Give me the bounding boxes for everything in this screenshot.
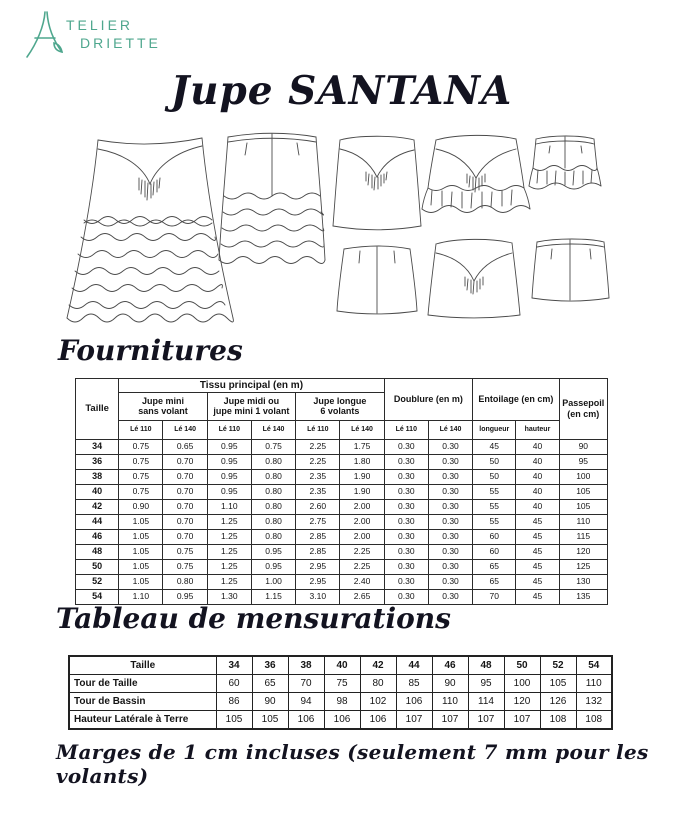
measure-value-cell: 107 — [504, 711, 540, 730]
fabric-width-subheader: Lé 140 — [428, 421, 472, 440]
value-cell: 1.25 — [207, 515, 251, 530]
measure-value-cell: 120 — [504, 693, 540, 711]
value-cell: 45 — [516, 590, 559, 605]
measure-value-cell: 86 — [216, 693, 252, 711]
fournitures-row — [76, 560, 608, 575]
value-cell: 40 — [516, 455, 559, 470]
measure-value-cell: 80 — [360, 675, 396, 693]
size-cell: 36 — [76, 455, 119, 470]
fournitures-row — [76, 575, 608, 590]
value-cell: 100 — [559, 470, 607, 485]
value-cell: 130 — [559, 575, 607, 590]
value-cell: 2.25 — [296, 440, 340, 455]
midi-skirt-front-drawing — [333, 136, 421, 230]
measure-value-cell: 100 — [504, 675, 540, 693]
value-cell: 0.30 — [384, 545, 428, 560]
value-cell: 2.25 — [340, 560, 384, 575]
jupe-midi-group-header — [207, 393, 295, 421]
value-cell: 0.70 — [163, 485, 207, 500]
logo-text-line2: DRIETTE — [80, 35, 161, 51]
size-cell: 34 — [76, 440, 119, 455]
eiffel-tower-a-icon — [24, 10, 70, 60]
fournitures-table — [75, 378, 608, 605]
group-label-line2: 6 volants — [320, 405, 360, 416]
fabric-width-subheader: Lé 110 — [119, 421, 163, 440]
value-cell: 0.30 — [428, 530, 472, 545]
value-cell: 0.75 — [119, 470, 163, 485]
value-cell: 40 — [516, 440, 559, 455]
tissu-principal-header-cell: Tissu principal (en m) — [119, 379, 384, 393]
measure-value-cell: 90 — [432, 675, 468, 693]
measure-value-cell: 106 — [288, 711, 324, 730]
size-header-cell: 36 — [252, 656, 288, 675]
size-header-cell: 34 — [216, 656, 252, 675]
jupe-longue-group-header — [296, 393, 384, 421]
value-cell: 0.75 — [119, 485, 163, 500]
value-cell: 45 — [516, 545, 559, 560]
value-cell: 0.75 — [163, 560, 207, 575]
measure-value-cell: 126 — [540, 693, 576, 711]
doublure-header-cell: Doublure (en m) — [384, 379, 472, 421]
size-header-cell: 50 — [504, 656, 540, 675]
measure-value-cell: 114 — [468, 693, 504, 711]
value-cell: 1.05 — [119, 545, 163, 560]
value-cell: 1.90 — [340, 485, 384, 500]
value-cell: 0.30 — [428, 455, 472, 470]
value-cell: 0.30 — [384, 440, 428, 455]
mini-skirt-ruffle-back-drawing — [529, 136, 601, 189]
value-cell: 0.80 — [251, 485, 295, 500]
group-label-line1: Jupe mini — [141, 395, 184, 406]
value-cell: 0.95 — [207, 455, 251, 470]
mensurations-heading: Tableau de mensurations — [56, 602, 451, 635]
value-cell: 0.30 — [428, 560, 472, 575]
value-cell: 2.25 — [296, 455, 340, 470]
fournitures-heading: Fournitures — [58, 334, 243, 367]
value-cell: 0.70 — [163, 500, 207, 515]
measure-value-cell: 132 — [576, 693, 612, 711]
fournitures-row — [76, 485, 608, 500]
value-cell: 2.85 — [296, 545, 340, 560]
fournitures-row — [76, 455, 608, 470]
size-header-cell: 54 — [576, 656, 612, 675]
value-cell: 55 — [473, 500, 516, 515]
value-cell: 0.30 — [384, 560, 428, 575]
fournitures-subheader-row — [76, 421, 608, 440]
value-cell: 55 — [473, 515, 516, 530]
size-cell: 38 — [76, 470, 119, 485]
value-cell: 1.25 — [207, 575, 251, 590]
value-cell: 135 — [559, 590, 607, 605]
value-cell: 0.80 — [251, 515, 295, 530]
value-cell: 0.95 — [251, 545, 295, 560]
value-cell: 0.30 — [428, 485, 472, 500]
size-header-cell: 48 — [468, 656, 504, 675]
mini-skirt-ruffle-front-drawing — [422, 135, 530, 212]
measure-value-cell: 108 — [540, 711, 576, 730]
value-cell: 40 — [516, 485, 559, 500]
value-cell: 2.00 — [340, 500, 384, 515]
measure-value-cell: 95 — [468, 675, 504, 693]
measure-value-cell: 94 — [288, 693, 324, 711]
value-cell: 55 — [473, 485, 516, 500]
fournitures-row — [76, 440, 608, 455]
value-cell: 0.65 — [163, 440, 207, 455]
mensurations-header-row — [69, 656, 612, 675]
size-header-cell: 44 — [396, 656, 432, 675]
entoilage-header-cell: Entoilage (en cm) — [473, 379, 559, 421]
midi-skirt-back-drawing — [219, 133, 325, 263]
mensurations-row — [69, 693, 612, 711]
value-cell: 0.30 — [384, 500, 428, 515]
value-cell: 0.80 — [251, 455, 295, 470]
value-cell: 105 — [559, 485, 607, 500]
value-cell: 60 — [473, 530, 516, 545]
value-cell: 2.75 — [296, 515, 340, 530]
measure-value-cell: 75 — [324, 675, 360, 693]
fournitures-row — [76, 500, 608, 515]
fabric-width-subheader: longueur — [473, 421, 516, 440]
value-cell: 1.10 — [207, 500, 251, 515]
midi-skirt-back-plain-drawing — [337, 246, 417, 314]
value-cell: 0.70 — [163, 455, 207, 470]
value-cell: 0.75 — [119, 455, 163, 470]
value-cell: 1.90 — [340, 470, 384, 485]
fournitures-row — [76, 470, 608, 485]
value-cell: 0.95 — [163, 590, 207, 605]
value-cell: 50 — [473, 470, 516, 485]
taille-header-cell: Taille — [76, 379, 119, 440]
value-cell: 70 — [473, 590, 516, 605]
mini-skirt-back-drawing — [532, 239, 609, 301]
measure-value-cell: 105 — [216, 711, 252, 730]
value-cell: 2.25 — [340, 545, 384, 560]
taille-header-cell: Taille — [69, 656, 216, 675]
group-label-line1: Jupe midi ou — [223, 395, 280, 406]
value-cell: 90 — [559, 440, 607, 455]
size-header-cell: 46 — [432, 656, 468, 675]
value-cell: 0.95 — [251, 560, 295, 575]
value-cell: 65 — [473, 575, 516, 590]
value-cell: 60 — [473, 545, 516, 560]
value-cell: 95 — [559, 455, 607, 470]
value-cell: 105 — [559, 500, 607, 515]
long-skirt-front-drawing — [67, 138, 233, 322]
atelier-adriette-logo — [24, 10, 174, 62]
measure-value-cell: 65 — [252, 675, 288, 693]
value-cell: 0.75 — [251, 440, 295, 455]
value-cell: 0.30 — [384, 530, 428, 545]
size-cell: 54 — [76, 590, 119, 605]
value-cell: 1.10 — [119, 590, 163, 605]
measure-label-cell: Hauteur Latérale à Terre — [69, 711, 216, 730]
value-cell: 0.80 — [163, 575, 207, 590]
value-cell: 120 — [559, 545, 607, 560]
measure-value-cell: 107 — [396, 711, 432, 730]
fabric-width-subheader: Lé 140 — [340, 421, 384, 440]
size-cell: 40 — [76, 485, 119, 500]
value-cell: 0.70 — [163, 470, 207, 485]
value-cell: 1.80 — [340, 455, 384, 470]
measure-value-cell: 102 — [360, 693, 396, 711]
mensurations-row — [69, 711, 612, 730]
size-cell: 52 — [76, 575, 119, 590]
fabric-width-subheader: Lé 140 — [163, 421, 207, 440]
value-cell: 0.30 — [428, 440, 472, 455]
value-cell: 0.95 — [207, 470, 251, 485]
fabric-width-subheader: Lé 110 — [296, 421, 340, 440]
value-cell: 125 — [559, 560, 607, 575]
value-cell: 2.95 — [296, 560, 340, 575]
measure-value-cell: 105 — [252, 711, 288, 730]
measure-value-cell: 60 — [216, 675, 252, 693]
measure-value-cell: 90 — [252, 693, 288, 711]
value-cell: 0.30 — [384, 485, 428, 500]
size-cell: 48 — [76, 545, 119, 560]
measure-value-cell: 106 — [324, 711, 360, 730]
measure-value-cell: 107 — [432, 711, 468, 730]
value-cell: 115 — [559, 530, 607, 545]
fabric-width-subheader: hauteur — [516, 421, 559, 440]
value-cell: 1.05 — [119, 530, 163, 545]
size-header-cell: 52 — [540, 656, 576, 675]
value-cell: 3.10 — [296, 590, 340, 605]
group-label-line1: Jupe longue — [313, 395, 367, 406]
value-cell: 0.80 — [251, 470, 295, 485]
size-header-cell: 42 — [360, 656, 396, 675]
fournitures-row — [76, 545, 608, 560]
measure-value-cell: 70 — [288, 675, 324, 693]
value-cell: 0.95 — [207, 485, 251, 500]
measure-value-cell: 106 — [396, 693, 432, 711]
value-cell: 0.30 — [428, 590, 472, 605]
value-cell: 45 — [516, 560, 559, 575]
measure-value-cell: 108 — [576, 711, 612, 730]
size-cell: 44 — [76, 515, 119, 530]
mensurations-row — [69, 675, 612, 693]
value-cell: 45 — [516, 515, 559, 530]
value-cell: 0.30 — [428, 545, 472, 560]
value-cell: 1.25 — [207, 530, 251, 545]
skirt-technical-drawings — [0, 120, 683, 335]
jupe-mini-group-header — [119, 393, 207, 421]
value-cell: 1.75 — [340, 440, 384, 455]
value-cell: 0.95 — [207, 440, 251, 455]
fabric-width-subheader: Lé 110 — [207, 421, 251, 440]
value-cell: 1.15 — [251, 590, 295, 605]
mini-skirt-front-drawing — [428, 239, 520, 318]
measure-value-cell: 105 — [540, 675, 576, 693]
value-cell: 1.05 — [119, 515, 163, 530]
measure-value-cell: 85 — [396, 675, 432, 693]
value-cell: 110 — [559, 515, 607, 530]
value-cell: 0.75 — [163, 545, 207, 560]
value-cell: 2.65 — [340, 590, 384, 605]
mensurations-table — [68, 655, 613, 730]
value-cell: 2.95 — [296, 575, 340, 590]
group-label-line2: sans volant — [138, 405, 188, 416]
value-cell: 2.85 — [296, 530, 340, 545]
value-cell: 2.00 — [340, 530, 384, 545]
value-cell: 0.30 — [384, 455, 428, 470]
size-header-cell: 38 — [288, 656, 324, 675]
value-cell: 0.30 — [384, 575, 428, 590]
value-cell: 45 — [473, 440, 516, 455]
value-cell: 2.35 — [296, 485, 340, 500]
fournitures-header-row1 — [76, 379, 608, 393]
value-cell: 2.40 — [340, 575, 384, 590]
measure-value-cell: 110 — [576, 675, 612, 693]
passepoil-header-cell: Passepoil (en cm) — [559, 379, 607, 440]
measure-label-cell: Tour de Taille — [69, 675, 216, 693]
size-cell: 42 — [76, 500, 119, 515]
value-cell: 0.30 — [428, 515, 472, 530]
value-cell: 0.80 — [251, 500, 295, 515]
value-cell: 0.30 — [384, 470, 428, 485]
value-cell: 2.60 — [296, 500, 340, 515]
value-cell: 50 — [473, 455, 516, 470]
fournitures-row — [76, 530, 608, 545]
mensurations-body — [69, 675, 612, 730]
measure-value-cell: 106 — [360, 711, 396, 730]
measure-value-cell: 110 — [432, 693, 468, 711]
value-cell: 1.00 — [251, 575, 295, 590]
group-label-line2: jupe mini 1 volant — [213, 405, 290, 416]
fabric-width-subheader: Lé 110 — [384, 421, 428, 440]
value-cell: 2.00 — [340, 515, 384, 530]
value-cell: 0.30 — [428, 500, 472, 515]
value-cell: 0.70 — [163, 515, 207, 530]
size-cell: 46 — [76, 530, 119, 545]
value-cell: 0.90 — [119, 500, 163, 515]
size-cell: 50 — [76, 560, 119, 575]
value-cell: 0.30 — [428, 575, 472, 590]
seam-allowance-note: Marges de 1 cm incluses (seulement 7 mm pour les volants) — [56, 740, 649, 788]
fabric-width-subheader: Lé 140 — [251, 421, 295, 440]
value-cell: 40 — [516, 500, 559, 515]
value-cell: 40 — [516, 470, 559, 485]
value-cell: 1.05 — [119, 560, 163, 575]
measure-value-cell: 107 — [468, 711, 504, 730]
fournitures-body — [76, 440, 608, 605]
value-cell: 0.30 — [384, 590, 428, 605]
value-cell: 0.80 — [251, 530, 295, 545]
value-cell: 1.30 — [207, 590, 251, 605]
value-cell: 0.30 — [384, 515, 428, 530]
value-cell: 45 — [516, 530, 559, 545]
value-cell: 1.25 — [207, 545, 251, 560]
fournitures-row — [76, 515, 608, 530]
logo-text-line1: TELIER — [66, 17, 134, 33]
value-cell: 2.35 — [296, 470, 340, 485]
page-title: Jupe SANTANA — [170, 68, 513, 114]
value-cell: 0.75 — [119, 440, 163, 455]
value-cell: 45 — [516, 575, 559, 590]
value-cell: 0.30 — [428, 470, 472, 485]
size-header-cell: 40 — [324, 656, 360, 675]
value-cell: 65 — [473, 560, 516, 575]
value-cell: 1.05 — [119, 575, 163, 590]
measure-label-cell: Tour de Bassin — [69, 693, 216, 711]
value-cell: 0.70 — [163, 530, 207, 545]
value-cell: 1.25 — [207, 560, 251, 575]
measure-value-cell: 98 — [324, 693, 360, 711]
